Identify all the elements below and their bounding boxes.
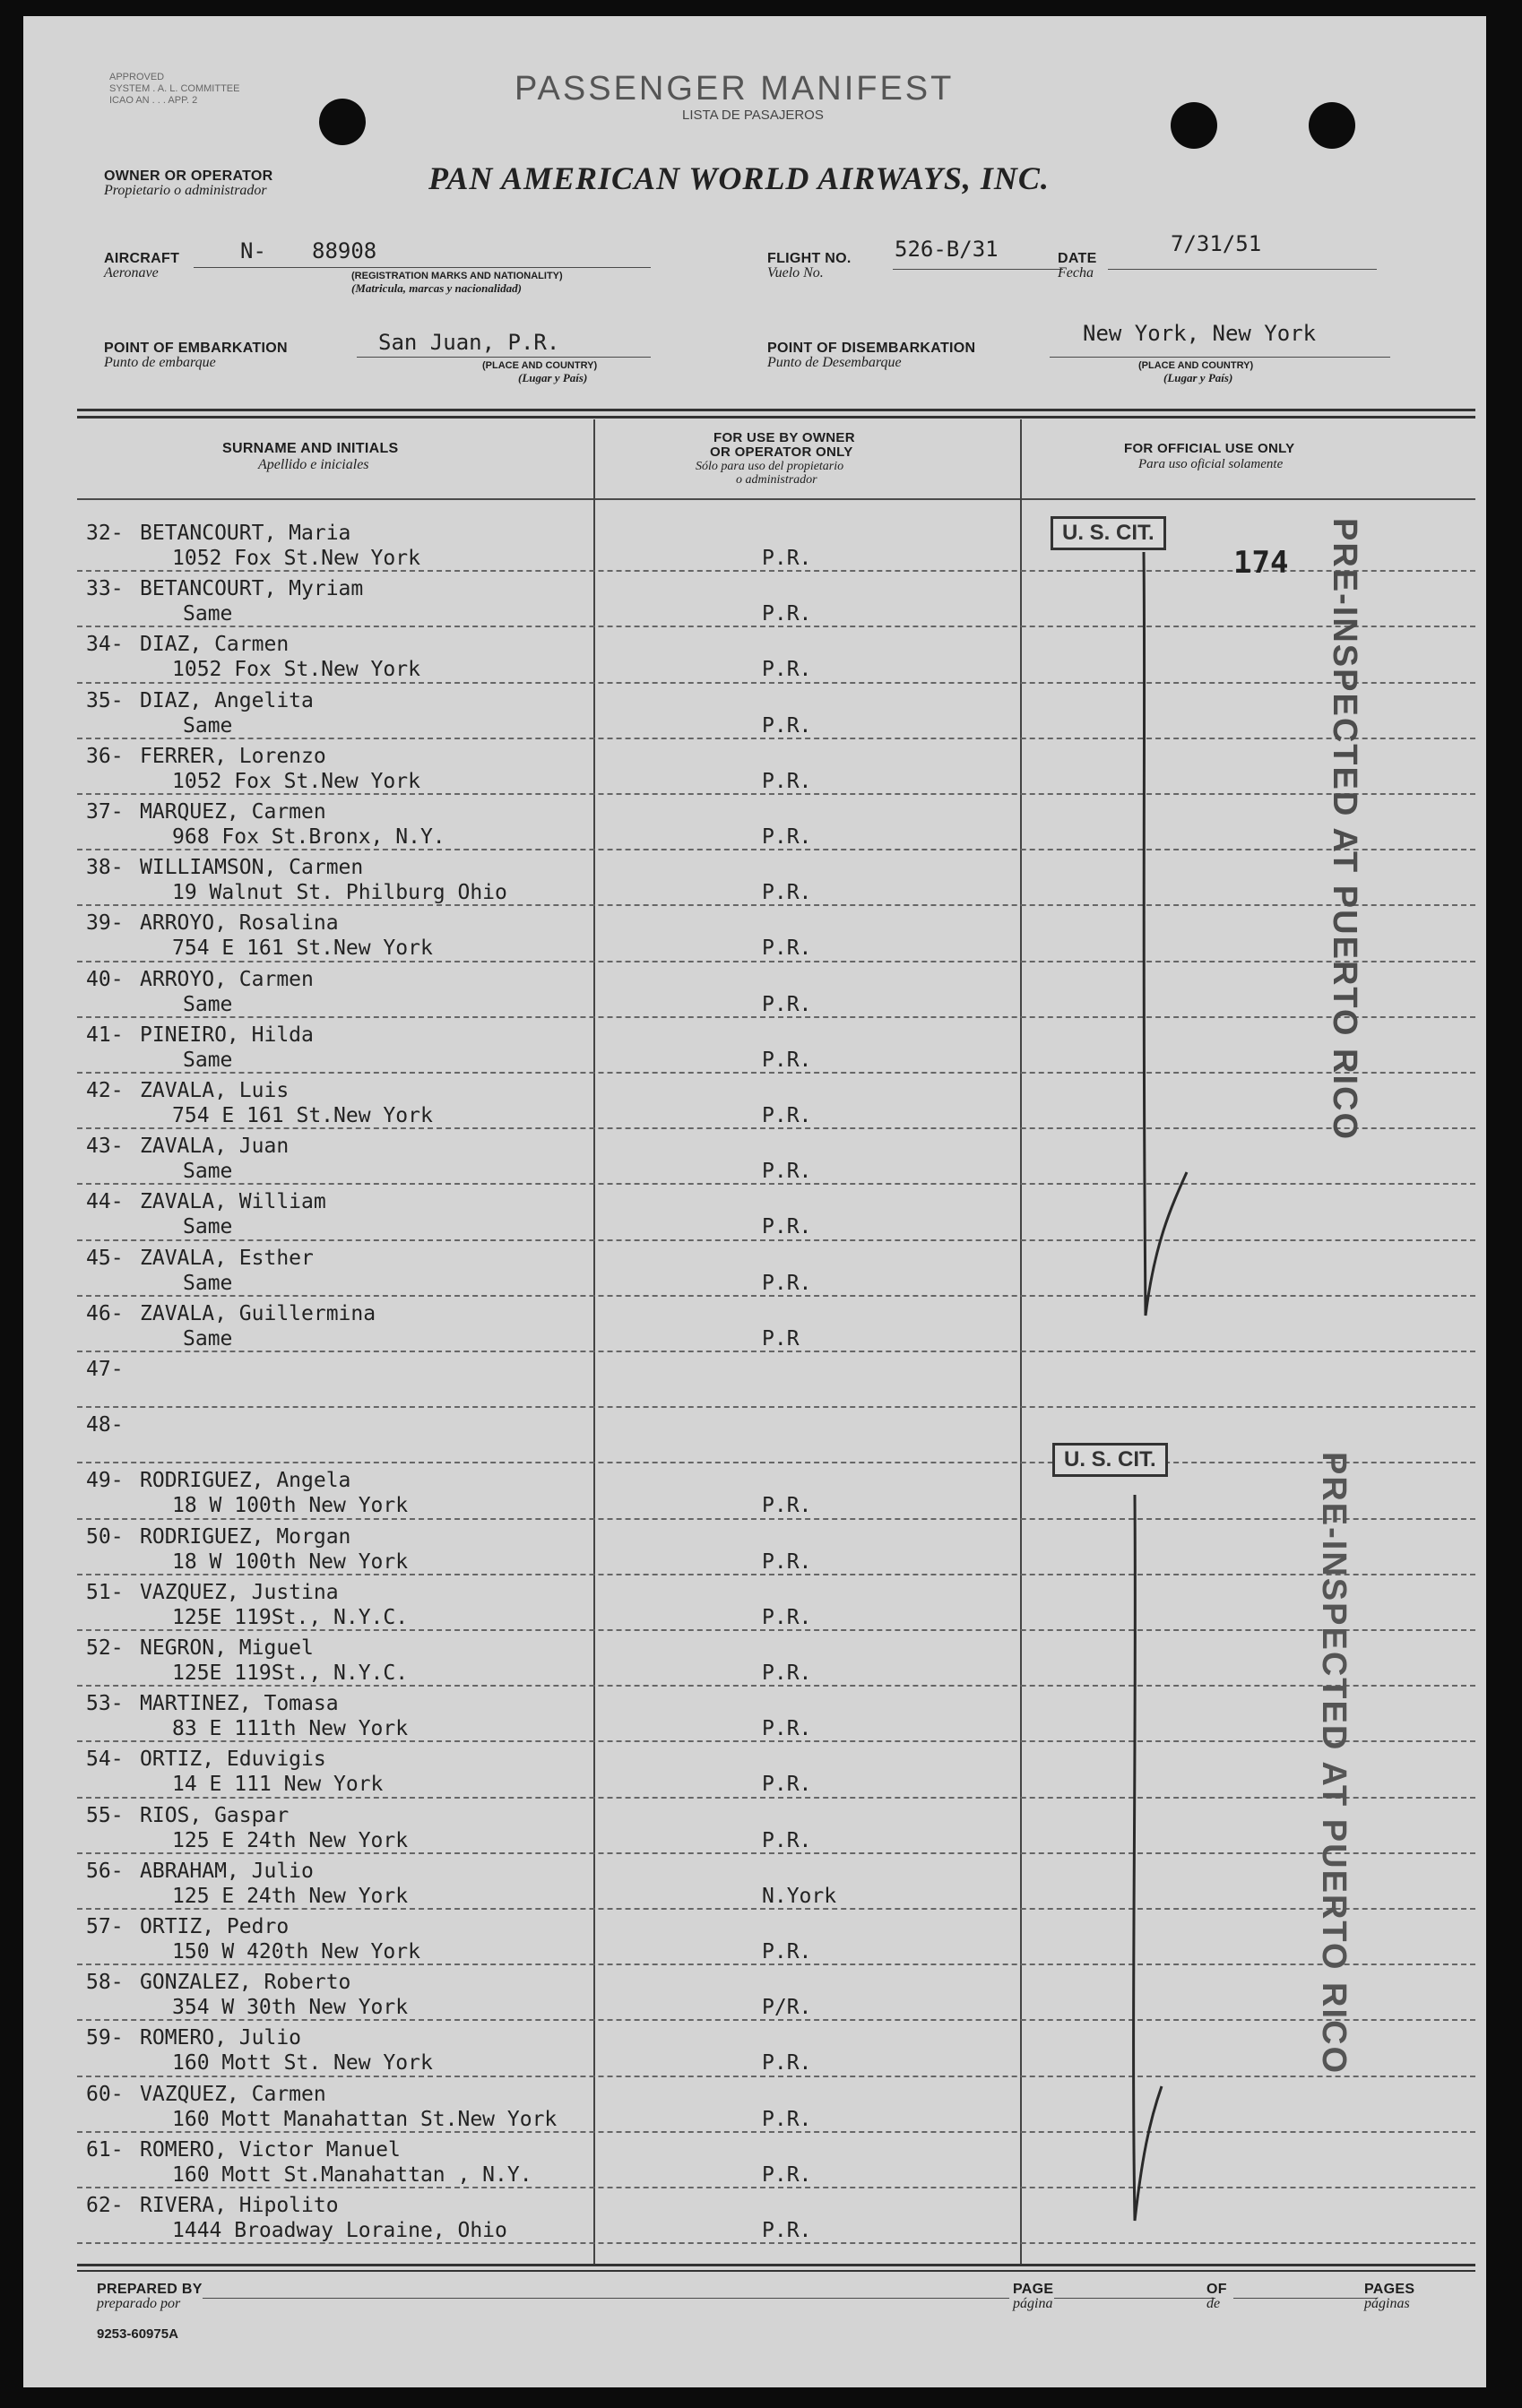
row-number: 51- — [86, 1580, 124, 1604]
row-number: 42- — [86, 1079, 124, 1102]
passenger-address: Same — [183, 1271, 233, 1295]
us-citizen-stamp-2: U. S. CIT. — [1052, 1443, 1168, 1477]
operator-use-value: P.R. — [762, 2107, 812, 2131]
row-number: 50- — [86, 1524, 124, 1549]
passenger-name: BETANCOURT, Maria — [140, 522, 351, 545]
registration-label: (REGISTRATION MARKS AND NATIONALITY) — [351, 271, 563, 281]
operator-use-value: P.R. — [762, 936, 812, 961]
passenger-address: 1052 Fox St.New York — [172, 547, 420, 570]
footer-rule-top — [77, 2264, 1475, 2266]
passenger-address: 19 Walnut St. Philburg Ohio — [172, 881, 507, 905]
row-number: 56- — [86, 1859, 124, 1883]
passenger-address: Same — [183, 1326, 233, 1351]
passenger-address: 125E 119St., N.Y.C. — [172, 1605, 409, 1629]
prepared-label-es: preparado por — [97, 2296, 181, 2311]
passenger-address: 14 E 111 New York — [172, 1773, 384, 1797]
date-label: DATE — [1058, 251, 1097, 266]
row-separator — [77, 1016, 1475, 1018]
pen-mark-2 — [1036, 1477, 1215, 2283]
row-number: 39- — [86, 911, 124, 936]
owner-label-es: Propietario o administrador — [104, 183, 267, 198]
flight-label-es: Vuelo No. — [767, 265, 824, 281]
row-number: 55- — [86, 1803, 124, 1827]
row-separator — [77, 1406, 1475, 1408]
operator-use-value: P.R. — [762, 1494, 812, 1518]
operator-use-value: P.R. — [762, 1048, 812, 1072]
row-number: 37- — [86, 800, 124, 824]
passenger-name: NEGRON, Miguel — [140, 1636, 314, 1660]
row-separator — [77, 2076, 1475, 2077]
row-separator — [77, 2131, 1475, 2133]
row-separator — [77, 1239, 1475, 1241]
page-subtitle: LISTA DE PASAJEROS — [682, 108, 824, 123]
operator-use-value: P.R. — [762, 658, 812, 682]
embark-label: POINT OF EMBARKATION — [104, 341, 288, 356]
column-divider-2 — [1020, 419, 1022, 2266]
page-line — [1054, 2298, 1215, 2299]
passenger-name: DIAZ, Carmen — [140, 633, 290, 657]
passenger-address: 754 E 161 St.New York — [172, 1104, 433, 1127]
operator-use-value: P.R. — [762, 1215, 812, 1239]
row-separator — [77, 1127, 1475, 1129]
passenger-address: 125E 119St., N.Y.C. — [172, 1661, 409, 1685]
col-official-header: FOR OFFICIAL USE ONLY — [1124, 441, 1295, 456]
punch-hole-left — [319, 99, 366, 145]
passenger-address: Same — [183, 1215, 233, 1239]
approval-line: SYSTEM . A. L. COMMITTEE — [109, 83, 240, 94]
row-separator — [77, 2242, 1475, 2244]
passenger-name: FERRER, Lorenzo — [140, 744, 326, 768]
passenger-name: VAZQUEZ, Carmen — [140, 2082, 326, 2106]
operator-use-value: N.York — [762, 1884, 837, 1908]
passenger-name: RODRIGUEZ, Angela — [140, 1469, 351, 1493]
passenger-name: RIOS, Gaspar — [140, 1803, 290, 1827]
header-rule-bottom — [77, 416, 1475, 419]
operator-use-value: P.R. — [762, 1104, 812, 1127]
row-number: 44- — [86, 1190, 124, 1214]
passenger-name: ORTIZ, Eduvigis — [140, 1748, 326, 1772]
date-value: 7/31/51 — [1171, 231, 1262, 256]
passenger-name: DIAZ, Angelita — [140, 688, 314, 712]
row-number: 38- — [86, 856, 124, 880]
row-separator — [77, 1908, 1475, 1910]
passenger-address: Same — [183, 1160, 233, 1184]
passenger-name: RODRIGUEZ, Morgan — [140, 1524, 351, 1549]
of-label-es: de — [1206, 2296, 1221, 2311]
passenger-name: ARROYO, Rosalina — [140, 911, 339, 936]
passenger-address: 125 E 24th New York — [172, 1828, 409, 1852]
row-number: 48- — [86, 1413, 124, 1437]
passenger-address: 160 Mott St.Manahattan , N.Y. — [172, 2162, 532, 2187]
page-label-es: página — [1013, 2296, 1053, 2311]
embark-value: San Juan, P.R. — [378, 330, 560, 355]
operator-use-value: P.R. — [762, 1605, 812, 1629]
aircraft-label-es: Aeronave — [104, 265, 159, 281]
operator-use-value: P.R. — [762, 825, 812, 849]
passenger-address: 125 E 24th New York — [172, 1884, 409, 1908]
embark-place-label: (PLACE AND COUNTRY) — [482, 360, 598, 371]
row-number: 45- — [86, 1246, 124, 1270]
row-separator — [77, 2019, 1475, 2021]
manifest-page — [23, 16, 1486, 2387]
row-number: 41- — [86, 1023, 124, 1047]
row-separator — [77, 1629, 1475, 1631]
passenger-address: 968 Fox St.Bronx, N.Y. — [172, 825, 445, 849]
operator-use-value: P.R. — [762, 713, 812, 738]
operator-use-value: P.R. — [762, 2219, 812, 2242]
passenger-name: ABRAHAM, Julio — [140, 1859, 314, 1883]
flight-line — [893, 269, 1063, 270]
operator-use-value: P.R. — [762, 1828, 812, 1852]
passenger-address: 18 W 100th New York — [172, 1549, 409, 1574]
passenger-name: ZAVALA, Guillermina — [140, 1301, 376, 1325]
row-separator — [77, 793, 1475, 795]
passenger-name: ZAVALA, Juan — [140, 1135, 290, 1159]
of-label: OF — [1206, 2282, 1227, 2297]
footer-rule-bottom — [77, 2270, 1475, 2272]
column-header-rule — [77, 498, 1475, 500]
row-separator — [77, 1072, 1475, 1074]
row-separator — [77, 849, 1475, 850]
disembark-line — [1050, 357, 1390, 358]
row-separator — [77, 1740, 1475, 1742]
row-separator — [77, 1685, 1475, 1687]
row-separator — [77, 738, 1475, 739]
passenger-name: PINEIRO, Hilda — [140, 1023, 314, 1047]
passenger-name: ROMERO, Victor Manuel — [140, 2137, 401, 2162]
passenger-address: Same — [183, 713, 233, 738]
passenger-address: 18 W 100th New York — [172, 1494, 409, 1518]
row-separator — [77, 682, 1475, 684]
page-label: PAGE — [1013, 2282, 1054, 2297]
row-number: 53- — [86, 1692, 124, 1716]
passenger-address: 150 W 420th New York — [172, 1940, 420, 1964]
row-number: 35- — [86, 688, 124, 712]
row-separator — [77, 1797, 1475, 1799]
row-number: 32- — [86, 522, 124, 545]
row-separator — [77, 1351, 1475, 1352]
row-separator — [77, 1964, 1475, 1965]
row-number: 34- — [86, 633, 124, 657]
column-divider-1 — [593, 419, 595, 2266]
row-number: 58- — [86, 1971, 124, 1995]
aircraft-label: AIRCRAFT — [104, 251, 180, 266]
col-operator-header-b: OR OPERATOR ONLY — [710, 444, 853, 460]
row-number: 33- — [86, 577, 124, 601]
operator-use-value: P.R. — [762, 881, 812, 905]
aircraft-line — [194, 267, 651, 268]
passenger-name: BETANCOURT, Myriam — [140, 577, 364, 601]
disembark-label: POINT OF DISEMBARKATION — [767, 341, 976, 356]
row-separator — [77, 1183, 1475, 1185]
passenger-address: 1444 Broadway Loraine, Ohio — [172, 2219, 507, 2242]
operator-use-value: P.R. — [762, 602, 812, 626]
us-citizen-stamp: U. S. CIT. — [1051, 516, 1166, 550]
row-number: 59- — [86, 2026, 124, 2050]
row-separator — [77, 1462, 1475, 1463]
passenger-address: Same — [183, 992, 233, 1016]
operator-use-value: P.R. — [762, 1160, 812, 1184]
of-line — [1233, 2298, 1377, 2299]
operator-use-value: P.R. — [762, 547, 812, 570]
operator-use-value: P.R. — [762, 769, 812, 793]
prepared-line — [203, 2298, 1009, 2299]
pages-label-es: páginas — [1364, 2296, 1410, 2311]
date-label-es: Fecha — [1058, 265, 1094, 281]
pages-label: PAGES — [1364, 2282, 1415, 2297]
row-number: 57- — [86, 1915, 124, 1938]
row-number: 36- — [86, 744, 124, 768]
owner-label: OWNER OR OPERATOR — [104, 168, 273, 184]
col-operator-header-es-a: Sólo para uso del propietario — [696, 460, 844, 473]
operator-use-value: P.R. — [762, 1549, 812, 1574]
prepared-label: PREPARED BY — [97, 2282, 203, 2297]
row-number: 52- — [86, 1636, 124, 1660]
operator-use-value: P.R. — [762, 2162, 812, 2187]
preinspected-stamp-2: PRE-INSPECTED AT PUERTO RICO — [1315, 1452, 1353, 2076]
passenger-name: WILLIAMSON, Carmen — [140, 856, 364, 880]
embark-label-es: Punto de embarque — [104, 355, 216, 370]
aircraft-prefix: N- — [240, 238, 266, 263]
passenger-name: MARTINEZ, Tomasa — [140, 1692, 339, 1716]
row-separator — [77, 1574, 1475, 1575]
operator-use-value: P.R. — [762, 1661, 812, 1685]
approval-line: ICAO AN . . . APP. 2 — [109, 95, 198, 106]
page-title: PASSENGER MANIFEST — [515, 70, 955, 108]
row-separator — [77, 904, 1475, 906]
form-code: 9253-60975A — [97, 2326, 178, 2342]
row-number: 61- — [86, 2137, 124, 2162]
disembark-value: New York, New York — [1083, 321, 1317, 346]
passenger-address: 1052 Fox St.New York — [172, 658, 420, 682]
passenger-address: Same — [183, 602, 233, 626]
preinspected-stamp: PRE-INSPECTED AT PUERTO RICO — [1326, 518, 1363, 1142]
operator-use-value: P.R. — [762, 1773, 812, 1797]
row-separator — [77, 961, 1475, 962]
operator-use-value: P.R. — [762, 1940, 812, 1964]
approval-block — [109, 72, 239, 107]
registration-label-es: (Matricula, marcas y nacionalidad) — [351, 281, 522, 295]
passenger-address: 754 E 161 St.New York — [172, 936, 433, 961]
passenger-address: 160 Mott St. New York — [172, 2051, 433, 2076]
row-number: 40- — [86, 967, 124, 991]
flight-label: FLIGHT NO. — [767, 251, 852, 266]
disembark-place-label-es: (Lugar y País) — [1163, 371, 1233, 384]
embark-line — [357, 357, 651, 358]
aircraft-value: 88908 — [312, 238, 377, 263]
row-number: 62- — [86, 2194, 124, 2217]
approval-line: APPROVED — [109, 72, 165, 82]
passenger-address: Same — [183, 1048, 233, 1072]
disembark-place-label: (PLACE AND COUNTRY) — [1138, 360, 1254, 371]
passenger-name: GONZALEZ, Roberto — [140, 1971, 351, 1995]
row-number: 46- — [86, 1301, 124, 1325]
operator-use-value: P.R. — [762, 1717, 812, 1741]
pen-mark — [1036, 545, 1215, 1351]
row-separator — [77, 2187, 1475, 2188]
header-rule-top — [77, 409, 1475, 411]
disembark-label-es: Punto de Desembarque — [767, 355, 902, 370]
row-separator — [77, 1518, 1475, 1520]
passenger-name: ORTIZ, Pedro — [140, 1915, 290, 1938]
col-surname-header-es: Apellido e iniciales — [258, 457, 369, 472]
passenger-name: ZAVALA, William — [140, 1190, 326, 1214]
airline-name: PAN AMERICAN WORLD AIRWAYS, INC. — [428, 160, 1050, 196]
passenger-name: MARQUEZ, Carmen — [140, 800, 326, 824]
passenger-address: 354 W 30th New York — [172, 1996, 409, 2020]
operator-use-value: P.R. — [762, 992, 812, 1016]
operator-use-value: P.R — [762, 1326, 800, 1351]
operator-use-value: P.R. — [762, 1271, 812, 1295]
passenger-count: 174 — [1233, 545, 1289, 581]
passenger-address: 1052 Fox St.New York — [172, 769, 420, 793]
col-official-header-es: Para uso oficial solamente — [1138, 457, 1284, 471]
row-separator — [77, 626, 1475, 627]
flight-value: 526-B/31 — [895, 237, 999, 262]
passenger-name: ARROYO, Carmen — [140, 967, 314, 991]
col-operator-header-es-b: o administrador — [736, 473, 817, 487]
passenger-address: 83 E 111th New York — [172, 1717, 409, 1741]
row-number: 47- — [86, 1358, 124, 1381]
row-separator — [77, 1852, 1475, 1854]
col-surname-header: SURNAME AND INITIALS — [222, 441, 399, 456]
passenger-name: ZAVALA, Luis — [140, 1079, 290, 1102]
col-operator-header-a: FOR USE BY OWNER — [713, 430, 855, 445]
row-number: 54- — [86, 1748, 124, 1772]
passenger-name: VAZQUEZ, Justina — [140, 1580, 339, 1604]
operator-use-value: P/R. — [762, 1996, 812, 2020]
row-separator — [77, 1295, 1475, 1297]
embark-place-label-es: (Lugar y País) — [518, 371, 588, 384]
row-number: 49- — [86, 1469, 124, 1493]
row-number: 43- — [86, 1135, 124, 1159]
passenger-address: 160 Mott Manahattan St.New York — [172, 2107, 558, 2131]
passenger-name: ZAVALA, Esther — [140, 1246, 314, 1270]
row-number: 60- — [86, 2082, 124, 2106]
date-line — [1108, 269, 1377, 270]
operator-use-value: P.R. — [762, 2051, 812, 2076]
passenger-name: ROMERO, Julio — [140, 2026, 302, 2050]
passenger-name: RIVERA, Hipolito — [140, 2194, 339, 2217]
punch-hole-right-1 — [1171, 102, 1217, 149]
punch-hole-right-2 — [1309, 102, 1355, 149]
